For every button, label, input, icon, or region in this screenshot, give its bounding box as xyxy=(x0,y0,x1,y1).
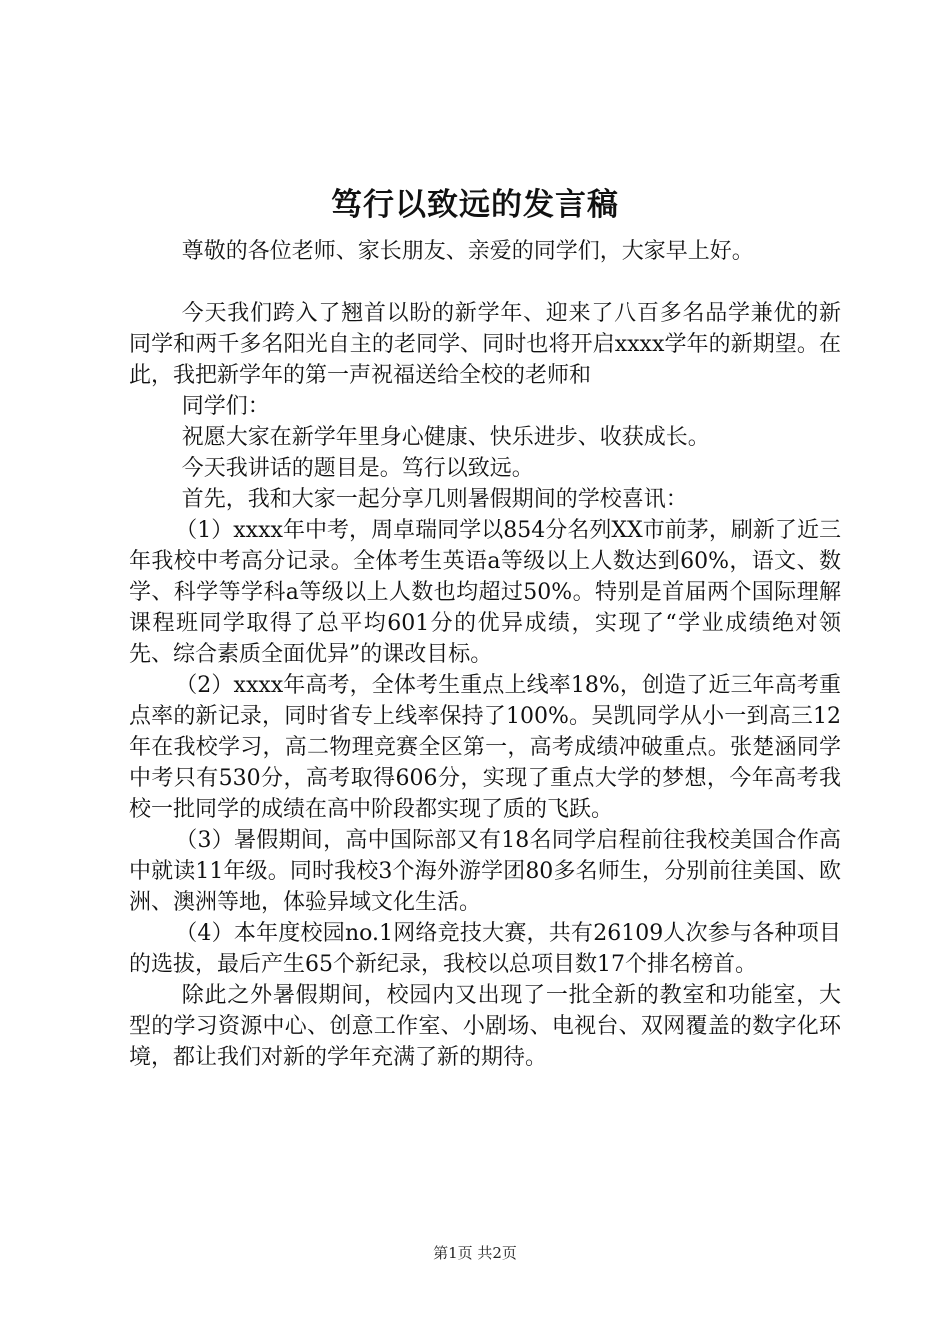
paragraph-intro: 今天我们跨入了翘首以盼的新学年、迎来了八百多名品学兼优的新同学和两千多名阳光自主的老同学、同时也将开启xxxx学年的新期望。在此，我把新学年的第一声祝福送给全校的老师和 xyxy=(129,301,841,388)
paragraph-news-intro: 首先，我和大家一起分享几则暑假期间的学校喜讯： xyxy=(181,487,688,512)
document-title: 笃行以致远的发言稿 xyxy=(331,187,619,223)
paragraph-topic: 今天我讲话的题目是。笃行以致远。 xyxy=(181,456,534,481)
document-body xyxy=(129,236,841,1073)
paragraph-news-1: （1）xxxx年中考，周卓瑞同学以854分名列XX市前茅，刷新了近三年我校中考高分记录。全体考生英语a等级以上人数达到60%，语文、数学、科学等学科a等级以上人数也均超过50%。特别是首届两个国际理解课程班同学取得了总平均601分的优异成绩，实现了“学业成绩绝对领先、综合素质全面优异”的课改目标。 xyxy=(129,518,841,667)
paragraph-news-3: （3）暑假期间，高中国际部又有18名同学启程前往我校美国合作高中就读11年级。同时我校3个海外游学团80多名师生，分别前往美国、欧洲、澳洲等地，体验异域文化生活。 xyxy=(129,828,841,915)
paragraph-closing: 除此之外暑假期间，校园内又出现了一批全新的教室和功能室，大型的学习资源中心、创意工作室、小剧场、电视台、双网覆盖的数字化环境，都让我们对新的学年充满了新的期待。 xyxy=(129,983,841,1070)
page-footer: 第1页 共2页 xyxy=(433,1244,517,1262)
paragraph-greeting: 尊敬的各位老师、家长朋友、亲爱的同学们，大家早上好。 xyxy=(181,239,754,264)
paragraph-address: 同学们： xyxy=(181,394,270,419)
paragraph-news-2: （2）xxxx年高考，全体考生重点上线率18%，创造了近三年高考重点率的新记录，同时省专上线率保持了100%。吴凯同学从小一到高三12年在我校学习，高二物理竞赛全区第一，高考成绩冲破重点。张楚涵同学中考只有530分，高考取得606分，实现了重点大学的梦想，今年高考我校一批同学的成绩在高中阶段都实现了质的飞跃。 xyxy=(129,673,841,822)
paragraph-news-4: （4）本年度校园no.1网络竞技大赛，共有26109人次参与各种项目的选拔，最后产生65个新纪录，我校以总项目数17个排名榜首。 xyxy=(129,921,841,977)
paragraph-wishes: 祝愿大家在新学年里身心健康、快乐进步、收获成长。 xyxy=(181,425,710,450)
